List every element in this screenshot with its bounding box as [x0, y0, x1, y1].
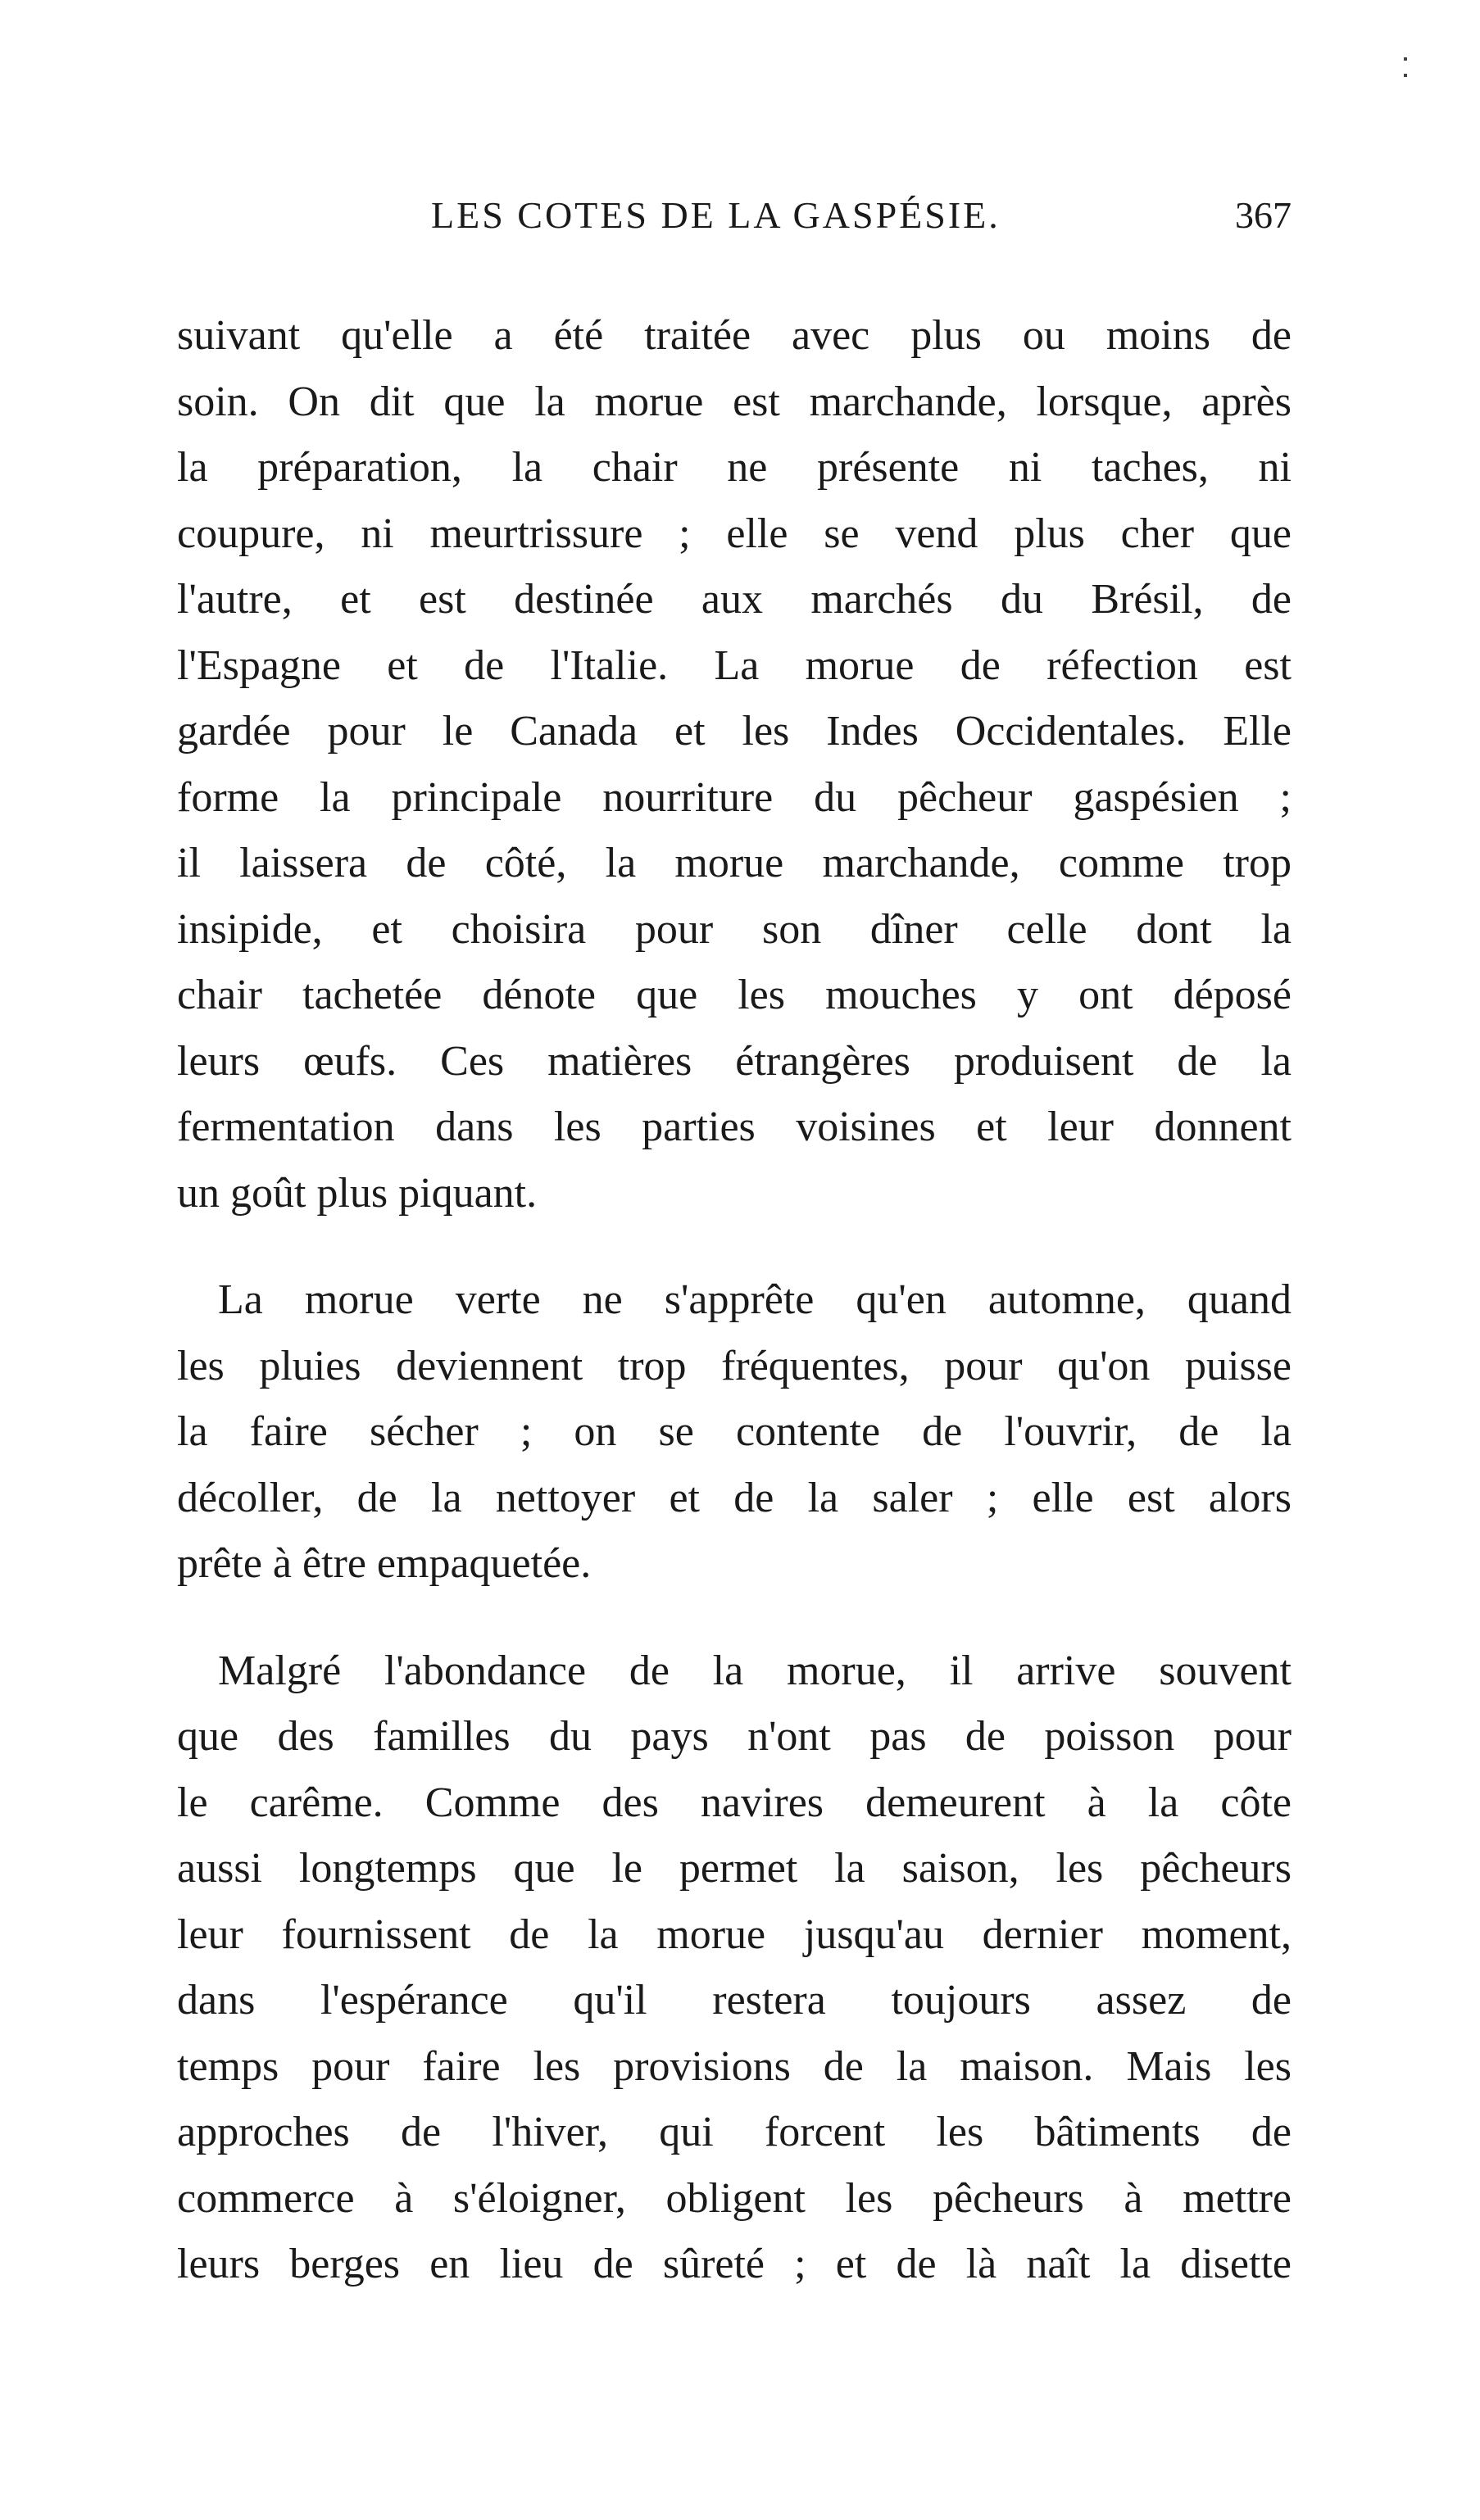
text-line: aussi longtemps que le permet la saison, les pêcheurs	[177, 1845, 1292, 1892]
page-number: 367	[1235, 194, 1292, 236]
text-line: leurs œufs. Ces matières étrangères produisent de la	[177, 1037, 1292, 1085]
text-line: les pluies deviennent trop fréquentes, pour qu'on puisse	[177, 1342, 1292, 1389]
text-line: la faire sécher ; on se contente de l'ouvrir, de la	[177, 1408, 1292, 1455]
text-line: fermentation dans les parties voisines et leur donnent	[177, 1104, 1292, 1150]
text-line: soin. On dit que la morue est marchande, lorsque, après	[177, 378, 1292, 425]
text-line: un goût plus piquant.	[177, 1169, 538, 1217]
text-line: suivant qu'elle a été traitée avec plus ou moins de	[177, 312, 1292, 359]
text-line: La morue verte ne s'apprête qu'en automne, quand	[218, 1276, 1292, 1323]
text-line: insipide, et choisira pour son dîner celle dont la	[177, 905, 1292, 953]
text-line: l'autre, et est destinée aux marchés du Brésil, de	[177, 576, 1292, 623]
text-line: que des familles du pays n'ont pas de poisson pour	[177, 1713, 1292, 1760]
text-line: Malgré l'abondance de la morue, il arrive souvent	[218, 1647, 1292, 1694]
text-line: l'Espagne et de l'Italie. La morue de réfection est	[177, 641, 1292, 689]
text-line: coupure, ni meurtrissure ; elle se vend plus cher que	[177, 510, 1292, 557]
speck-dot	[1404, 57, 1407, 61]
body-text	[177, 303, 1292, 2298]
text-line: prête à être empaquetée.	[177, 1540, 592, 1587]
running-title: LES COTES DE LA GASPÉSIE.	[431, 194, 1001, 236]
margin-speck-mark	[1404, 57, 1409, 62]
text-line: gardée pour le Canada et les Indes Occidentales. Elle	[177, 708, 1292, 755]
paragraph-3	[177, 1638, 1292, 2298]
text-line: leurs berges en lieu de sûreté ; et de là naît la disette	[177, 2241, 1292, 2287]
text-line: décoller, de la nettoyer et de la saler ; elle est alors	[177, 1474, 1292, 1521]
text-line: le carême. Comme des navires demeurent à la côte	[177, 1779, 1292, 1826]
text-line: chair tachetée dénote que les mouches y ont déposé	[177, 972, 1292, 1018]
text-line: dans l'espérance qu'il restera toujours assez de	[177, 1977, 1292, 2024]
text-line: forme la principale nourriture du pêcheur gaspésien ;	[177, 773, 1292, 821]
paragraph-1	[177, 303, 1292, 1226]
text-line: il laissera de côté, la morue marchande, comme trop	[177, 840, 1292, 886]
text-line: approches de l'hiver, qui forcent les bâtiments de	[177, 2109, 1292, 2155]
speck-dot	[1404, 74, 1407, 77]
text-line: temps pour faire les provisions de la maison. Mais les	[177, 2042, 1292, 2090]
text-line: commerce à s'éloigner, obligent les pêcheurs à mettre	[177, 2174, 1292, 2222]
text-line: leur fournissent de la morue jusqu'au dernier moment,	[177, 1910, 1292, 1958]
page-header	[177, 193, 1292, 251]
paragraph-2	[177, 1267, 1292, 1598]
text-line: la préparation, la chair ne présente ni taches, ni	[177, 444, 1292, 491]
